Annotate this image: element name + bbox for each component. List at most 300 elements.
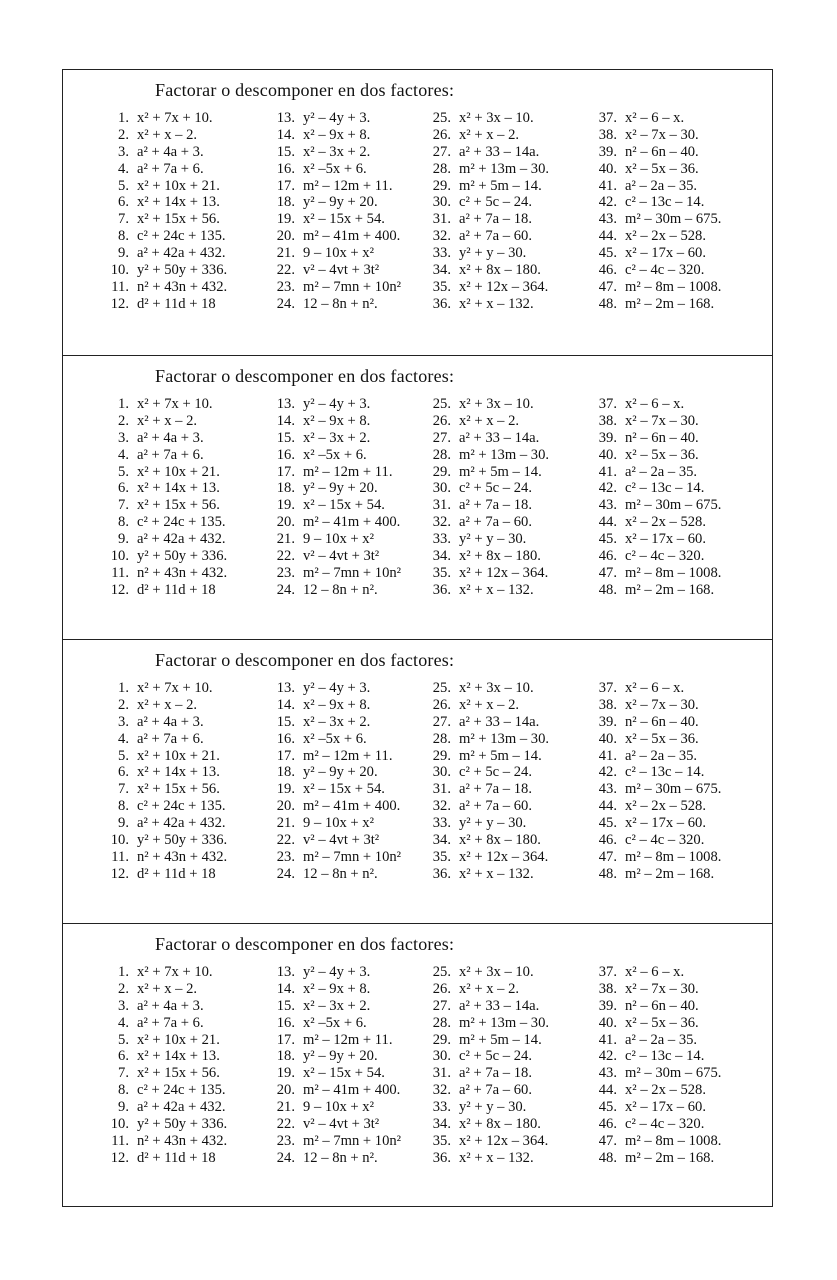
exercise-number: 37.: [598, 964, 617, 980]
exercise-item: [593, 127, 763, 144]
exercise-expression: y² + 50y + 336.: [137, 1116, 228, 1133]
exercise-expression: y² + y – 30.: [459, 245, 527, 262]
exercise-item: [427, 582, 597, 599]
exercise-number: 23.: [276, 278, 295, 295]
exercise-expression: x² – 6 – x.: [625, 964, 685, 980]
exercise-expression: d² + 11d + 18: [137, 581, 216, 598]
exercise-number: 4.: [118, 730, 129, 747]
exercise-expression: c² – 4c – 320.: [625, 832, 705, 849]
exercise-item: [593, 178, 763, 195]
exercise-number: 27.: [432, 713, 451, 730]
exercise-number: 4.: [118, 446, 129, 463]
exercise-expression: c² + 24c + 135.: [137, 1082, 226, 1099]
exercise-expression: y² – 9y + 20.: [303, 764, 378, 781]
exercise-item: [271, 245, 441, 262]
exercise-item: [593, 110, 763, 127]
exercise-item: [427, 497, 597, 514]
exercise-number: 4.: [118, 160, 129, 177]
exercise-item: [271, 497, 441, 514]
exercise-number: 8.: [118, 1082, 129, 1099]
exercise-item: [271, 396, 441, 413]
exercise-number: 35.: [432, 278, 451, 295]
exercise-item: [271, 514, 441, 531]
exercise-item: [271, 228, 441, 245]
exercise-number: 7.: [118, 1065, 129, 1082]
exercise-expression: m² + 13m – 30.: [459, 446, 550, 463]
exercise-item: [103, 964, 273, 981]
exercise-expression: x² – 6 – x.: [625, 396, 685, 412]
exercise-expression: y² + y – 30.: [459, 815, 527, 832]
exercise-number: 7.: [118, 211, 129, 228]
exercise-item: [427, 1133, 597, 1150]
exercise-item: [103, 413, 273, 430]
exercise-item: [103, 245, 273, 262]
exercise-expression: y² + 50y + 336.: [137, 548, 228, 565]
exercise-item: [103, 849, 273, 866]
exercise-expression: 12 – 8n + n².: [303, 581, 378, 598]
exercise-column: [593, 680, 763, 883]
exercise-item: [271, 127, 441, 144]
exercise-number: 23.: [276, 564, 295, 581]
exercise-expression: m² – 12m + 11.: [303, 747, 393, 764]
exercise-expression: m² + 5m – 14.: [459, 463, 542, 480]
exercise-item: [427, 680, 597, 697]
exercise-number: 36.: [432, 295, 451, 312]
exercise-expression: x² – 3x + 2.: [303, 713, 371, 730]
exercise-expression: x² – 17x – 60.: [625, 815, 706, 832]
exercise-item: [427, 1048, 597, 1065]
exercise-expression: x² + 10x + 21.: [137, 177, 220, 194]
exercise-item: [427, 144, 597, 161]
exercise-number: 15.: [276, 713, 295, 730]
exercise-expression: x² + x – 2.: [459, 980, 520, 997]
exercise-number: 2.: [118, 696, 129, 713]
exercise-number: 22.: [276, 832, 295, 849]
exercise-item: [103, 480, 273, 497]
exercise-number: 1.: [118, 964, 129, 980]
exercise-item: [427, 245, 597, 262]
exercise-number: 7.: [118, 497, 129, 514]
exercise-item: [427, 1032, 597, 1049]
exercise-item: [427, 1082, 597, 1099]
exercise-expression: x² + 10x + 21.: [137, 1031, 220, 1048]
exercise-expression: m² – 8m – 1008.: [625, 1132, 722, 1149]
exercise-number: 35.: [432, 1132, 451, 1149]
exercise-number: 33.: [432, 1099, 451, 1116]
exercise-number: 18.: [276, 1048, 295, 1065]
exercise-number: 8.: [118, 798, 129, 815]
exercise-expression: m² – 8m – 1008.: [625, 564, 722, 581]
exercise-item: [427, 1099, 597, 1116]
exercise-number: 22.: [276, 262, 295, 279]
exercise-expression: x² + x – 132.: [459, 581, 534, 598]
exercise-item: [103, 447, 273, 464]
exercise-item: [427, 1150, 597, 1167]
exercise-item: [427, 565, 597, 582]
exercise-item: [427, 480, 597, 497]
exercise-number: 39.: [598, 997, 617, 1014]
exercise-expression: a² + 4a + 3.: [137, 429, 204, 446]
exercise-expression: c² – 13c – 14.: [625, 764, 705, 781]
exercise-expression: m² – 41m + 400.: [303, 798, 401, 815]
exercise-number: 27.: [432, 143, 451, 160]
exercise-expression: a² + 7a + 6.: [137, 730, 204, 747]
exercise-item: [271, 447, 441, 464]
exercise-expression: x² – 15x + 54.: [303, 211, 385, 228]
exercise-expression: x² + x – 2.: [137, 696, 198, 713]
exercise-number: 38.: [598, 980, 617, 997]
exercise-item: [593, 497, 763, 514]
exercise-number: 44.: [598, 798, 617, 815]
exercise-item: [593, 1116, 763, 1133]
block-title: Factorar o descomponer en dos factores:: [155, 934, 455, 954]
exercise-item: [271, 464, 441, 481]
exercise-number: 33.: [432, 815, 451, 832]
exercise-number: 2.: [118, 126, 129, 143]
exercise-number: 37.: [598, 680, 617, 696]
exercise-block-2: [63, 355, 772, 639]
exercise-number: 30.: [432, 480, 451, 497]
exercise-expression: a² + 7a + 6.: [137, 446, 204, 463]
exercise-item: [427, 296, 597, 313]
exercise-item: [427, 764, 597, 781]
exercise-expression: a² + 7a – 18.: [459, 1065, 532, 1082]
exercise-expression: x² + 8x – 180.: [459, 1116, 541, 1133]
exercise-item: [593, 981, 763, 998]
exercise-number: 42.: [598, 764, 617, 781]
exercise-number: 44.: [598, 228, 617, 245]
exercise-number: 38.: [598, 412, 617, 429]
exercise-item: [593, 1065, 763, 1082]
exercise-expression: m² – 12m + 11.: [303, 463, 393, 480]
exercise-expression: c² + 24c + 135.: [137, 798, 226, 815]
exercise-item: [103, 144, 273, 161]
exercise-item: [103, 714, 273, 731]
exercise-expression: x² – 3x + 2.: [303, 429, 371, 446]
exercise-item: [593, 1082, 763, 1099]
exercise-expression: x² – 3x + 2.: [303, 997, 371, 1014]
exercise-number: 43.: [598, 211, 617, 228]
exercise-item: [271, 680, 441, 697]
exercise-expression: x² + x – 132.: [459, 295, 534, 312]
exercise-number: 38.: [598, 126, 617, 143]
exercise-item: [271, 144, 441, 161]
exercise-expression: m² – 8m – 1008.: [625, 278, 722, 295]
exercise-expression: d² + 11d + 18: [137, 1149, 216, 1166]
exercise-number: 34.: [432, 548, 451, 565]
exercise-number: 9.: [118, 815, 129, 832]
exercise-expression: x² – 7x – 30.: [625, 412, 699, 429]
exercise-expression: m² – 8m – 1008.: [625, 848, 722, 865]
exercise-number: 43.: [598, 1065, 617, 1082]
exercise-expression: x² + 15x + 56.: [137, 1065, 220, 1082]
exercise-number: 13.: [276, 964, 295, 980]
exercise-item: [103, 998, 273, 1015]
exercise-number: 34.: [432, 262, 451, 279]
exercise-expression: a² + 7a – 18.: [459, 497, 532, 514]
exercise-number: 9.: [118, 245, 129, 262]
exercise-expression: y² – 9y + 20.: [303, 1048, 378, 1065]
exercise-expression: x² – 17x – 60.: [625, 1099, 706, 1116]
exercise-number: 46.: [598, 832, 617, 849]
exercise-expression: x² – 15x + 54.: [303, 1065, 385, 1082]
exercise-item: [103, 127, 273, 144]
exercise-item: [103, 497, 273, 514]
exercise-item: [103, 1150, 273, 1167]
exercise-item: [103, 228, 273, 245]
exercise-number: 42.: [598, 194, 617, 211]
exercise-expression: m² – 2m – 168.: [625, 581, 715, 598]
exercise-expression: a² + 42a + 432.: [137, 815, 226, 832]
exercise-item: [271, 1082, 441, 1099]
exercise-number: 29.: [432, 463, 451, 480]
exercise-item: [103, 1015, 273, 1032]
exercise-item: [427, 194, 597, 211]
exercise-item: [593, 161, 763, 178]
exercise-expression: m² – 12m + 11.: [303, 177, 393, 194]
exercise-expression: a² – 2a – 35.: [625, 177, 698, 194]
exercise-expression: x² –5x + 6.: [303, 446, 367, 463]
exercise-item: [103, 748, 273, 765]
exercise-number: 1.: [118, 110, 129, 126]
exercise-number: 7.: [118, 781, 129, 798]
exercise-number: 34.: [432, 832, 451, 849]
exercise-number: 8.: [118, 514, 129, 531]
exercise-number: 40.: [598, 1014, 617, 1031]
exercise-column: [271, 680, 441, 883]
exercise-number: 20.: [276, 798, 295, 815]
exercise-item: [271, 781, 441, 798]
exercise-expression: 9 – 10x + x²: [303, 531, 374, 548]
exercise-item: [593, 245, 763, 262]
exercise-item: [271, 1048, 441, 1065]
exercise-column: [427, 396, 597, 599]
exercise-expression: x² + 12x – 364.: [459, 1132, 549, 1149]
exercise-number: 12.: [110, 295, 129, 312]
exercise-number: 47.: [598, 278, 617, 295]
exercise-item: [593, 582, 763, 599]
exercise-expression: x² + 3x – 10.: [459, 396, 534, 412]
exercise-number: 10.: [110, 832, 129, 849]
exercise-item: [427, 178, 597, 195]
exercise-number: 1.: [118, 396, 129, 412]
exercise-expression: m² + 5m – 14.: [459, 1031, 542, 1048]
exercise-expression: x² –5x + 6.: [303, 730, 367, 747]
exercise-expression: x² + x – 2.: [459, 412, 520, 429]
exercise-item: [103, 464, 273, 481]
exercise-expression: d² + 11d + 18: [137, 865, 216, 882]
exercise-number: 18.: [276, 194, 295, 211]
exercise-number: 28.: [432, 1014, 451, 1031]
exercise-expression: n² + 43n + 432.: [137, 564, 228, 581]
exercise-column: [593, 396, 763, 599]
exercise-number: 48.: [598, 295, 617, 312]
exercise-number: 45.: [598, 245, 617, 262]
exercise-expression: y² + y – 30.: [459, 531, 527, 548]
exercise-number: 31.: [432, 211, 451, 228]
exercise-number: 17.: [276, 177, 295, 194]
exercise-number: 22.: [276, 1116, 295, 1133]
exercise-number: 12.: [110, 1149, 129, 1166]
exercise-expression: x² + 15x + 56.: [137, 211, 220, 228]
exercise-number: 39.: [598, 429, 617, 446]
exercise-item: [271, 565, 441, 582]
exercise-number: 21.: [276, 815, 295, 832]
exercise-block-4: [63, 923, 772, 1207]
exercise-item: [271, 1015, 441, 1032]
exercise-number: 43.: [598, 781, 617, 798]
exercise-item: [593, 866, 763, 883]
exercise-number: 16.: [276, 446, 295, 463]
exercise-number: 20.: [276, 514, 295, 531]
exercise-expression: v² – 4vt + 3t²: [303, 832, 380, 849]
exercise-expression: x² – 5x – 36.: [625, 730, 699, 747]
exercise-expression: x² – 7x – 30.: [625, 980, 699, 997]
exercise-expression: m² + 5m – 14.: [459, 177, 542, 194]
exercise-block-1: [63, 70, 772, 354]
exercise-expression: x² + 10x + 21.: [137, 747, 220, 764]
exercise-item: [427, 815, 597, 832]
exercise-number: 46.: [598, 262, 617, 279]
exercise-item: [271, 211, 441, 228]
exercise-item: [271, 1099, 441, 1116]
exercise-expression: x² + 7x + 10.: [137, 680, 213, 696]
exercise-item: [271, 866, 441, 883]
exercise-expression: d² + 11d + 18: [137, 295, 216, 312]
exercise-number: 19.: [276, 211, 295, 228]
exercise-expression: n² – 6n – 40.: [625, 997, 699, 1014]
block-title: Factorar o descomponer en dos factores:: [155, 366, 455, 386]
exercise-expression: y² – 4y + 3.: [303, 680, 371, 696]
exercise-expression: x² + 12x – 364.: [459, 278, 549, 295]
exercise-number: 40.: [598, 446, 617, 463]
exercise-expression: c² – 4c – 320.: [625, 1116, 705, 1133]
exercise-expression: x² + 14x + 13.: [137, 764, 220, 781]
exercise-expression: n² – 6n – 40.: [625, 713, 699, 730]
exercise-item: [103, 279, 273, 296]
exercise-expression: c² – 4c – 320.: [625, 548, 705, 565]
exercise-number: 40.: [598, 160, 617, 177]
exercise-number: 36.: [432, 581, 451, 598]
exercise-item: [593, 1032, 763, 1049]
exercise-item: [103, 781, 273, 798]
exercise-number: 29.: [432, 1031, 451, 1048]
exercise-number: 28.: [432, 446, 451, 463]
exercise-item: [427, 998, 597, 1015]
exercise-number: 28.: [432, 160, 451, 177]
exercise-expression: c² + 24c + 135.: [137, 514, 226, 531]
exercise-expression: x² –5x + 6.: [303, 160, 367, 177]
exercise-expression: x² + 8x – 180.: [459, 832, 541, 849]
exercise-expression: m² – 7mn + 10n²: [303, 848, 402, 865]
exercise-column: [271, 110, 441, 313]
exercise-expression: m² – 2m – 168.: [625, 865, 715, 882]
exercise-expression: x² – 9x + 8.: [303, 126, 371, 143]
exercise-column: [427, 964, 597, 1167]
exercise-expression: x² – 9x + 8.: [303, 696, 371, 713]
exercise-item: [103, 832, 273, 849]
exercise-item: [593, 413, 763, 430]
exercise-item: [271, 296, 441, 313]
exercise-expression: a² + 33 – 14a.: [459, 997, 540, 1014]
exercise-number: 19.: [276, 781, 295, 798]
exercise-item: [593, 832, 763, 849]
exercise-item: [271, 964, 441, 981]
exercise-item: [103, 396, 273, 413]
exercise-expression: x² – 17x – 60.: [625, 531, 706, 548]
exercise-item: [427, 1015, 597, 1032]
exercise-item: [593, 1099, 763, 1116]
exercise-item: [593, 680, 763, 697]
exercise-item: [103, 178, 273, 195]
exercise-expression: m² + 5m – 14.: [459, 747, 542, 764]
exercise-number: 33.: [432, 531, 451, 548]
exercise-item: [271, 832, 441, 849]
exercise-item: [427, 262, 597, 279]
exercise-number: 6.: [118, 1048, 129, 1065]
exercise-number: 45.: [598, 815, 617, 832]
exercise-number: 4.: [118, 1014, 129, 1031]
exercise-expression: m² – 30m – 675.: [625, 211, 722, 228]
exercise-item: [103, 1048, 273, 1065]
exercise-number: 23.: [276, 848, 295, 865]
exercise-item: [103, 262, 273, 279]
exercise-number: 41.: [598, 747, 617, 764]
exercise-expression: x² + 7x + 10.: [137, 110, 213, 126]
exercise-item: [593, 279, 763, 296]
exercise-item: [427, 464, 597, 481]
exercise-expression: x² – 15x + 54.: [303, 781, 385, 798]
exercise-number: 21.: [276, 531, 295, 548]
exercise-number: 11.: [111, 564, 129, 581]
exercise-item: [103, 211, 273, 228]
exercise-expression: 12 – 8n + n².: [303, 865, 378, 882]
exercise-number: 1.: [118, 680, 129, 696]
exercise-item: [103, 1065, 273, 1082]
exercise-expression: a² + 7a – 60.: [459, 514, 532, 531]
exercise-item: [103, 582, 273, 599]
exercise-number: 47.: [598, 564, 617, 581]
exercise-item: [593, 144, 763, 161]
exercise-number: 13.: [276, 680, 295, 696]
exercise-expression: n² + 43n + 432.: [137, 848, 228, 865]
exercise-item: [271, 430, 441, 447]
exercise-item: [593, 714, 763, 731]
exercise-number: 26.: [432, 696, 451, 713]
exercise-expression: a² + 33 – 14a.: [459, 143, 540, 160]
exercise-item: [103, 1099, 273, 1116]
exercise-number: 11.: [111, 278, 129, 295]
exercise-expression: n² + 43n + 432.: [137, 1132, 228, 1149]
exercise-number: 3.: [118, 429, 129, 446]
exercise-number: 17.: [276, 747, 295, 764]
exercise-item: [271, 798, 441, 815]
exercise-expression: x² + x – 132.: [459, 1149, 534, 1166]
exercise-item: [593, 565, 763, 582]
exercise-number: 29.: [432, 177, 451, 194]
exercise-column: [427, 110, 597, 313]
exercise-expression: a² – 2a – 35.: [625, 747, 698, 764]
exercise-expression: c² + 5c – 24.: [459, 764, 532, 781]
exercise-expression: x² + 10x + 21.: [137, 463, 220, 480]
exercise-expression: m² – 7mn + 10n²: [303, 564, 402, 581]
exercise-item: [271, 480, 441, 497]
exercise-number: 26.: [432, 412, 451, 429]
exercise-item: [427, 447, 597, 464]
exercise-number: 10.: [110, 262, 129, 279]
exercise-number: 24.: [276, 295, 295, 312]
exercise-expression: x² –5x + 6.: [303, 1014, 367, 1031]
